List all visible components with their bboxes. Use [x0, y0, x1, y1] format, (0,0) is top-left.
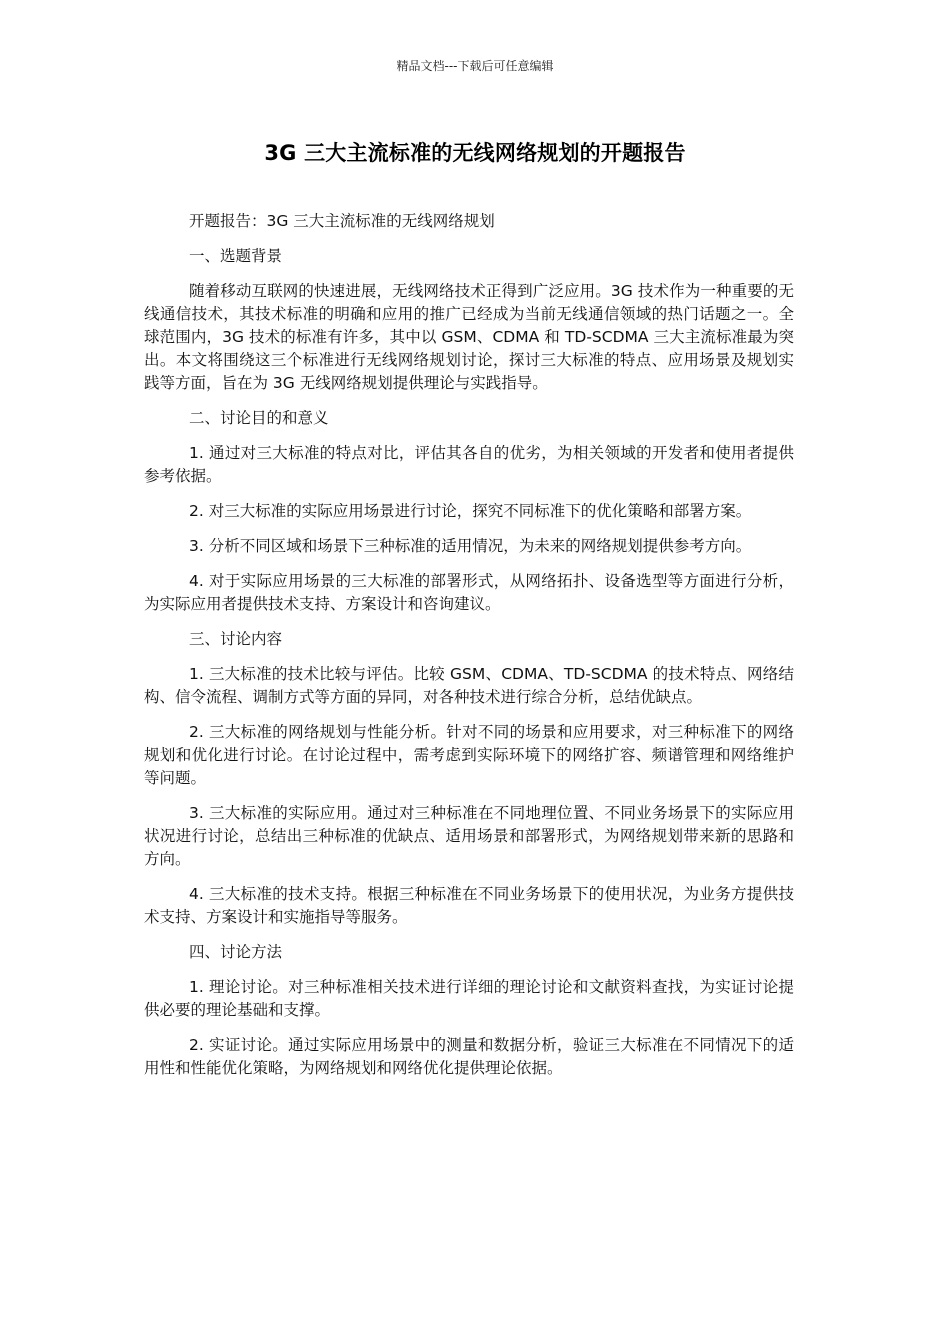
section-heading-purpose: 二、讨论目的和意义: [189, 409, 329, 427]
purpose-item-4: 4. 对于实际应用场景的三大标准的部署形式，从网络拓扑、设备选型等方面进行分析，为实际应用者提供技术支持、方案设计和咨询建议。: [144, 572, 794, 613]
purpose-item-2: 2. 对三大标准的实际应用场景进行讨论，探究不同标准下的优化策略和部署方案。: [189, 502, 752, 520]
page-header: 精品文档---下载后可任意编辑: [396, 59, 554, 73]
method-item-1: 1. 理论讨论。对三种标准相关技术进行详细的理论讨论和文献资料查找，为实证讨论提供必要的理论基础和支撑。: [144, 978, 794, 1019]
content-item-2: 2. 三大标准的网络规划与性能分析。针对不同的场景和应用要求，对三种标准下的网络规划和优化进行讨论。在讨论过程中，需考虑到实际环境下的网络扩容、频谱管理和网络维护等问题。: [144, 723, 794, 787]
section-heading-method: 四、讨论方法: [189, 943, 283, 961]
purpose-item-1: 1. 通过对三大标准的特点对比，评估其各自的优劣，为相关领域的开发者和使用者提供参考依据。: [144, 444, 794, 485]
background-paragraph: 随着移动互联网的快速进展，无线网络技术正得到广泛应用。3G 技术作为一种重要的无线通信技术，其技术标准的明确和应用的推广已经成为当前无线通信领域的热门话题之一。全球范围内，3G 技术的标准有许多，其中以 GSM、CDMA 和 TD-SCDMA 三大主流标准最为突出。本文将围绕这三个标准进行无线网络规划讨论，探讨三大标准的特点、应用场景及规划实践等方面，旨在为 3G 无线网络规划提供理论与实践指导。: [144, 282, 794, 392]
method-item-2: 2. 实证讨论。通过实际应用场景中的测量和数据分析，验证三大标准在不同情况下的适用性和性能优化策略，为网络规划和网络优化提供理论依据。: [144, 1036, 794, 1077]
content-item-1: 1. 三大标准的技术比较与评估。比较 GSM、CDMA、TD-SCDMA 的技术特点、网络结构、信令流程、调制方式等方面的异同，对各种技术进行综合分析，总结优缺点。: [144, 665, 794, 706]
content-item-3: 3. 三大标准的实际应用。通过对三种标准在不同地理位置、不同业务场景下的实际应用状况进行讨论，总结出三种标准的优缺点、适用场景和部署形式，为网络规划带来新的思路和方向。: [144, 804, 794, 868]
content-item-4: 4. 三大标准的技术支持。根据三种标准在不同业务场景下的使用状况，为业务方提供技术支持、方案设计和实施指导等服务。: [144, 885, 794, 926]
report-subject: 开题报告：3G 三大主流标准的无线网络规划: [189, 212, 495, 230]
section-heading-content: 三、讨论内容: [189, 630, 283, 648]
document-body: [144, 210, 794, 1092]
document-title: 3G 三大主流标准的无线网络规划的开题报告: [264, 141, 686, 165]
section-heading-background: 一、选题背景: [189, 247, 283, 265]
purpose-item-3: 3. 分析不同区域和场景下三种标准的适用情况，为未来的网络规划提供参考方向。: [189, 537, 752, 555]
